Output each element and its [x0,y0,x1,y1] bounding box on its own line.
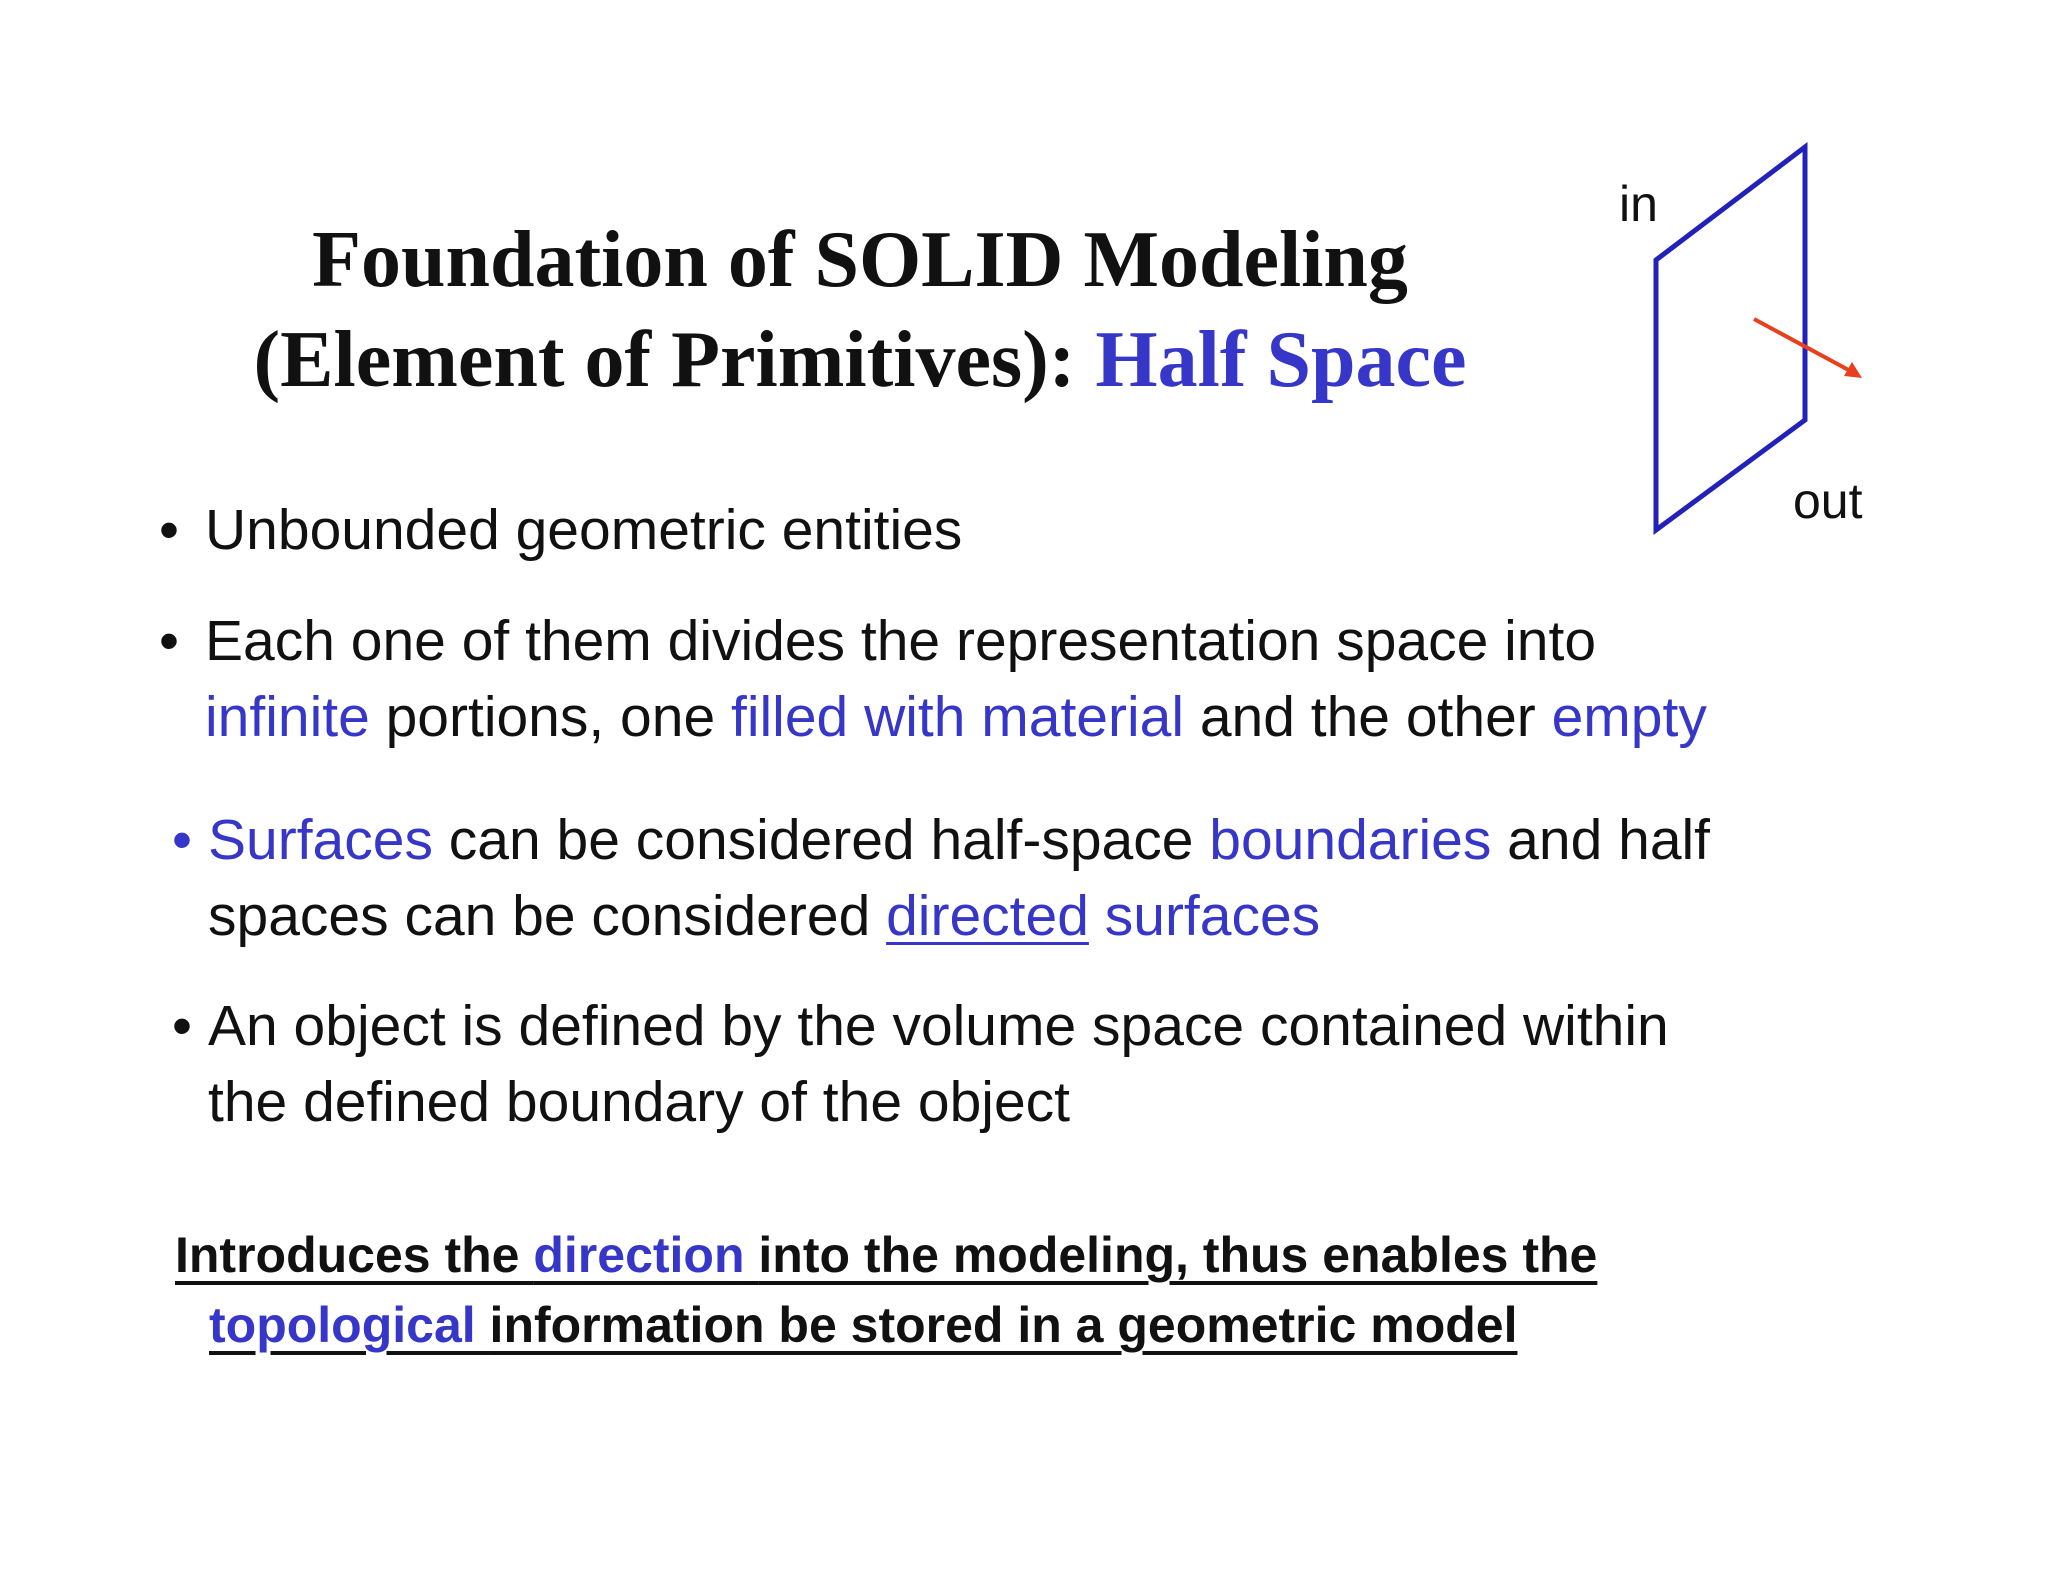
term-infinite: infinite [205,685,370,749]
bullet-marker: • [159,609,179,673]
bullet-1-text: Unbounded geometric entities [205,498,963,562]
bullet-4-line-2 [208,1064,1669,1140]
term-boundaries: boundaries [1209,808,1492,872]
half-space-diagram [1600,130,1900,550]
bullet-3-line-2 [208,878,1710,954]
term-empty: empty [1551,685,1707,749]
bullet-marker: • [172,808,192,872]
footer-text-1: Introduces the [175,1227,534,1283]
term-surfaces-2: surfaces [1088,884,1321,948]
bullet-4 [172,988,1669,1140]
title-line-2 [170,310,1550,410]
bullet-1 [159,492,963,568]
term-directed: directed [886,884,1089,948]
bullet-1-line-1 [205,492,962,568]
title-line-1: Foundation of SOLID Modeling [312,216,1408,304]
label-out: out [1793,473,1863,529]
bullet-3-text-3: spaces can be considered [208,884,887,948]
footer-text-2: into the modeling, thus enables the [758,1227,1598,1283]
bullet-4-text-1: An object is defined by the volume space contained within [208,994,1669,1058]
bullet-3-text-1: can be considered half-space [432,808,1210,872]
footer-text-3: information be stored in a geometric model [489,1297,1518,1353]
bullet-3-line-1 [208,802,1710,878]
title-highlight: Half Space [1095,316,1467,404]
term-direction: direction [533,1227,759,1283]
bullet-4-text-2: the defined boundary of the object [208,1070,1070,1134]
bullet-2 [159,603,1707,755]
bullet-3 [172,802,1711,954]
footer-line-2 [175,1290,1597,1360]
footer-line-1 [175,1220,1597,1290]
term-topological: topological [209,1297,490,1353]
slide-title [170,210,1550,410]
plane-outline [1656,147,1805,530]
label-in: in [1619,176,1658,232]
bullet-2-text-1: Each one of them divides the representation space into [205,609,1597,673]
term-surfaces: Surfaces [208,808,433,872]
bullet-4-line-1 [208,988,1669,1064]
bullet-marker: • [172,994,192,1058]
bullet-marker: • [159,498,179,562]
footer-statement [175,1220,1597,1360]
term-filled-with-material: filled with material [731,685,1184,749]
bullet-2-text-3: and the other [1184,685,1552,749]
title-line-2-text: (Element of Primitives): [253,316,1096,404]
bullet-3-text-2: and half [1491,808,1711,872]
bullet-2-text-2: portions, one [369,685,731,749]
bullet-2-line-2 [205,679,1707,755]
bullet-2-line-1 [205,603,1707,679]
